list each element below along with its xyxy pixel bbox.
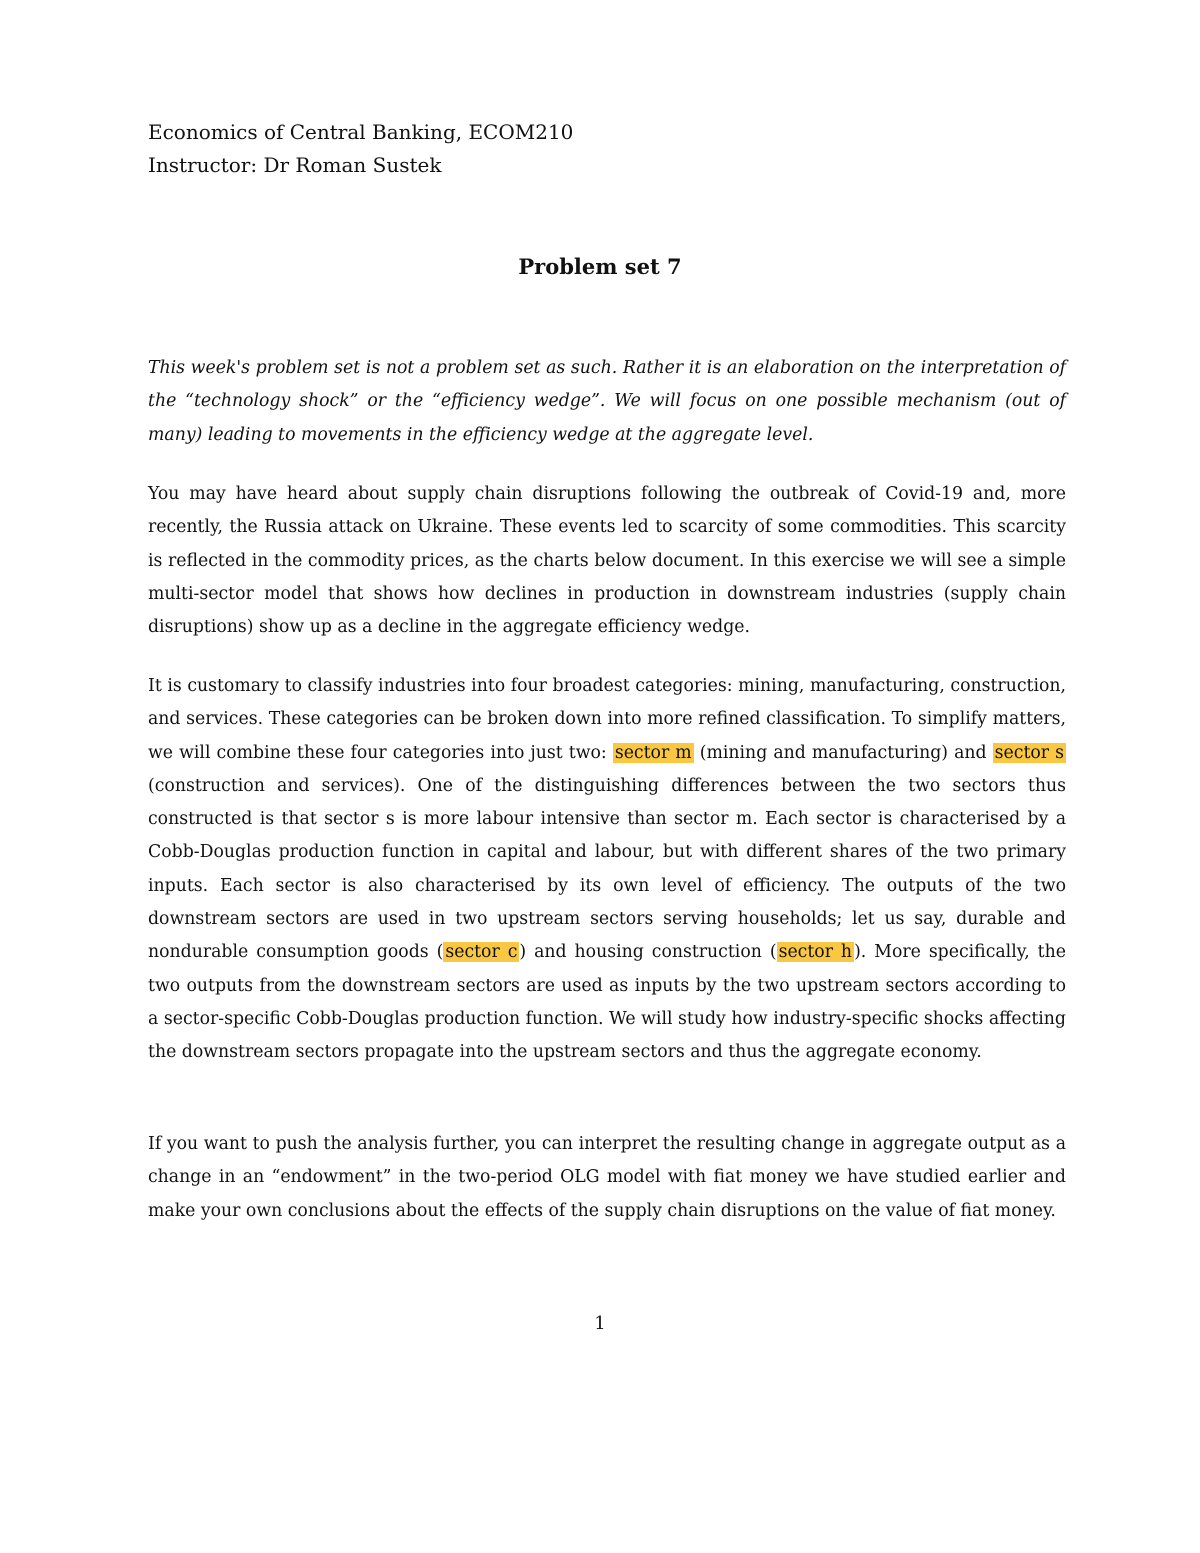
instructor-line: Instructor: Dr Roman Sustek <box>148 153 442 177</box>
highlight-sector-h[interactable]: sector h <box>778 942 853 963</box>
highlight-sector-c[interactable]: sector c <box>445 942 518 963</box>
paragraph-text: (construction and services). One of the distinguishing differences between the two sectors thus constructed is that sector s is more labour intensive than sector m. Each sector is characterised by a Cobb-Douglas production function in capital and labour, but with different shares of the two primary inputs. Each sector is also characterised by its own level of efficiency. The outputs of the two downstream sectors are used in two upstream sectors serving households; let us say, durable and nondurable consumption goods ( <box>148 775 1066 963</box>
highlight-sector-s[interactable]: sector s <box>994 742 1064 763</box>
page-number: 1 <box>594 1313 606 1334</box>
intro-paragraph: This week's problem set is not a problem set as such. Rather it is an elaboration on the interpretation of the “technology shock” or the “efficiency wedge”. We will focus on one possible mechanism (out of many) leading to movements in the efficiency wedge at the aggregate level. <box>148 358 1066 445</box>
paragraph-supply-chain: You may have heard about supply chain disruptions following the outbreak of Covid-19 and, more recently, the Russia attack on Ukraine. These events led to scarcity of some commodities. This scarcity is reflected in the commodity prices, as the charts below document. In this exercise we will see a simple multi-sector model that shows how declines in production in downstream industries (supply chain disruptions) show up as a decline in the aggregate efficiency wedge. <box>148 484 1066 638</box>
paragraph-olg-extension: If you want to push the analysis further, you can interpret the resulting change in aggregate output as a change in an “endowment” in the two-period OLG model with fiat money we have studied earlier and make your own conclusions about the effects of the supply chain disruptions on the value of fiat money. <box>148 1134 1066 1221</box>
highlight-sector-m[interactable]: sector m <box>614 742 692 763</box>
problem-set-title: Problem set 7 <box>518 254 682 279</box>
paragraph-text: It is customary to classify industries into four broadest categories: mining, manufacturing, construction, and services. These categories can be broken down into more refined classification. To simplify matters, we will combine these four categories into just two: <box>148 676 1066 763</box>
paragraph-text: (mining and manufacturing) and <box>693 742 993 763</box>
course-header <box>148 116 573 182</box>
paragraph-text: ) and housing construction ( <box>519 942 777 963</box>
course-title: Economics of Central Banking, ECOM210 <box>148 120 574 144</box>
paragraph-text: ). More specifically, the two outputs from the downstream sectors are used as inputs by the two upstream sectors according to a sector-specific Cobb-Douglas production function. We will study how industry-specific shocks affecting the downstream sectors propagate into the upstream sectors and thus the aggregate economy. <box>148 942 1066 1063</box>
paragraph-sectors <box>148 670 1066 1070</box>
